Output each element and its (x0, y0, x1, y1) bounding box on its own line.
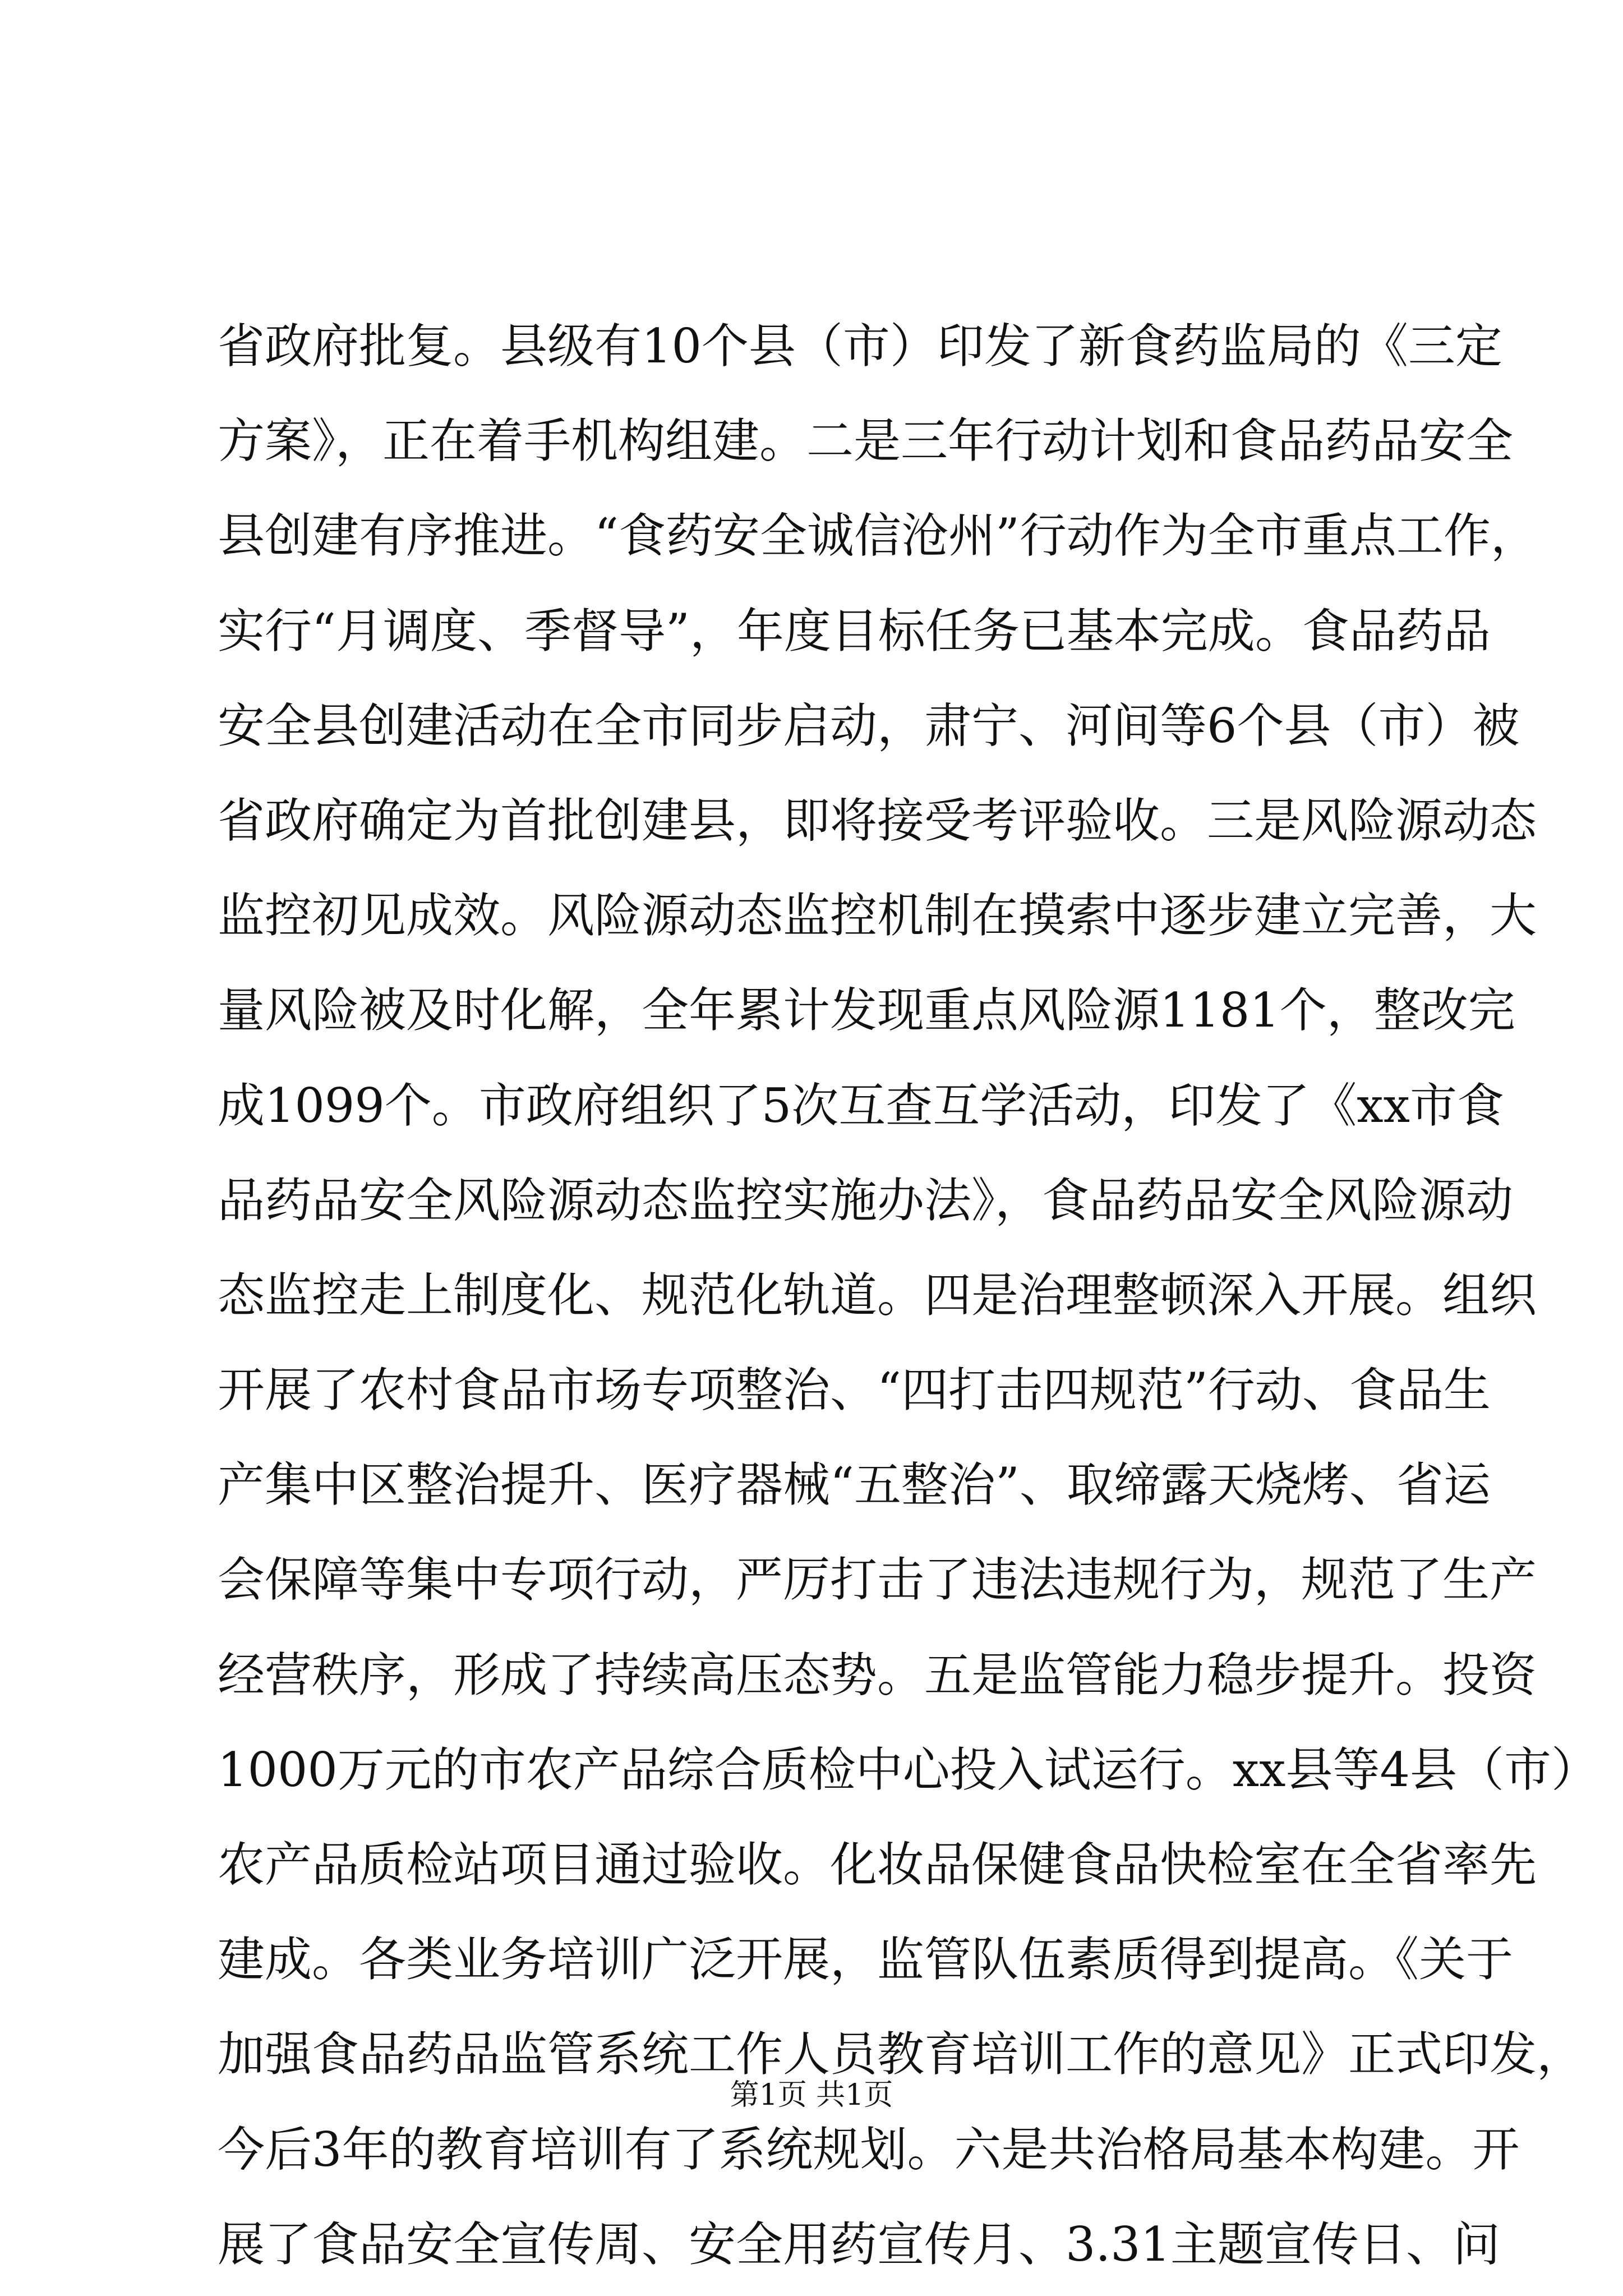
page-footer (0, 2076, 1623, 2115)
text-line: 今后3年的教育培训有了系统规划。六是共治格局基本构建。开 (218, 2122, 1520, 2177)
text-line: 监控初见成效。风险源动态监控机制在摸索中逐步建立完善，大 (218, 888, 1537, 944)
text-line: 成1099个。市政府组织了5次互查互学活动，印发了《xx市食 (218, 1078, 1504, 1133)
text-line: 经营秩序，形成了持续高压态势。五是监管能力稳步提升。投资 (218, 1647, 1537, 1703)
text-line: 农产品质检站项目通过验收。化妆品保健食品快检室在全省率先 (218, 1837, 1537, 1892)
text-line: 态监控走上制度化、规范化轨道。四是治理整顿深入开展。组织 (218, 1267, 1537, 1323)
text-line: 县创建有序推进。“食药安全诚信沧州”行动作为全市重点工作， (218, 508, 1538, 564)
text-line: 方案》，正在着手机构组建。二是三年行动计划和食品药品安全 (218, 413, 1514, 469)
text-line: 安全县创建活动在全市同步启动，肃宁、河间等6个县（市）被 (218, 698, 1520, 753)
text-line: 省政府确定为首批创建县，即将接受考评验收。三是风险源动态 (218, 793, 1537, 848)
text-line: 1000万元的市农产品综合质检中心投入试运行。xx县等4县（市） (218, 1742, 1598, 1797)
text-line: 品药品安全风险源动态监控实施办法》，食品药品安全风险源动 (218, 1172, 1514, 1228)
text-line: 加强食品药品监管系统工作人员教育培训工作的意见》正式印发， (218, 2027, 1584, 2082)
text-line: 产集中区整治提升、医疗器械“五整治”、取缔露天烧烤、省运 (218, 1457, 1491, 1513)
text-line: 量风险被及时化解，全年累计发现重点风险源1181个，整改完 (218, 983, 1515, 1038)
text-line: 建成。各类业务培训广泛开展，监管队伍素质得到提高。《关于 (218, 1932, 1514, 1987)
text-line: 实行“月调度、季督导”，年度目标任务已基本完成。食品药品 (218, 603, 1491, 659)
text-line: 开展了农村食品市场专项整治、“四打击四规范”行动、食品生 (218, 1363, 1491, 1418)
page-number: 第1页 共1页 (730, 2078, 893, 2112)
text-line: 会保障等集中专项行动，严厉打击了违法违规行为，规范了生产 (218, 1552, 1537, 1608)
body-paragraph (218, 299, 1598, 2292)
text-line: 展了食品安全宣传周、安全用药宣传月、3.31主题宣传日、问 (218, 2216, 1501, 2272)
text-line: 省政府批复。县级有10个县（市）印发了新食药监局的《三定 (218, 319, 1502, 374)
